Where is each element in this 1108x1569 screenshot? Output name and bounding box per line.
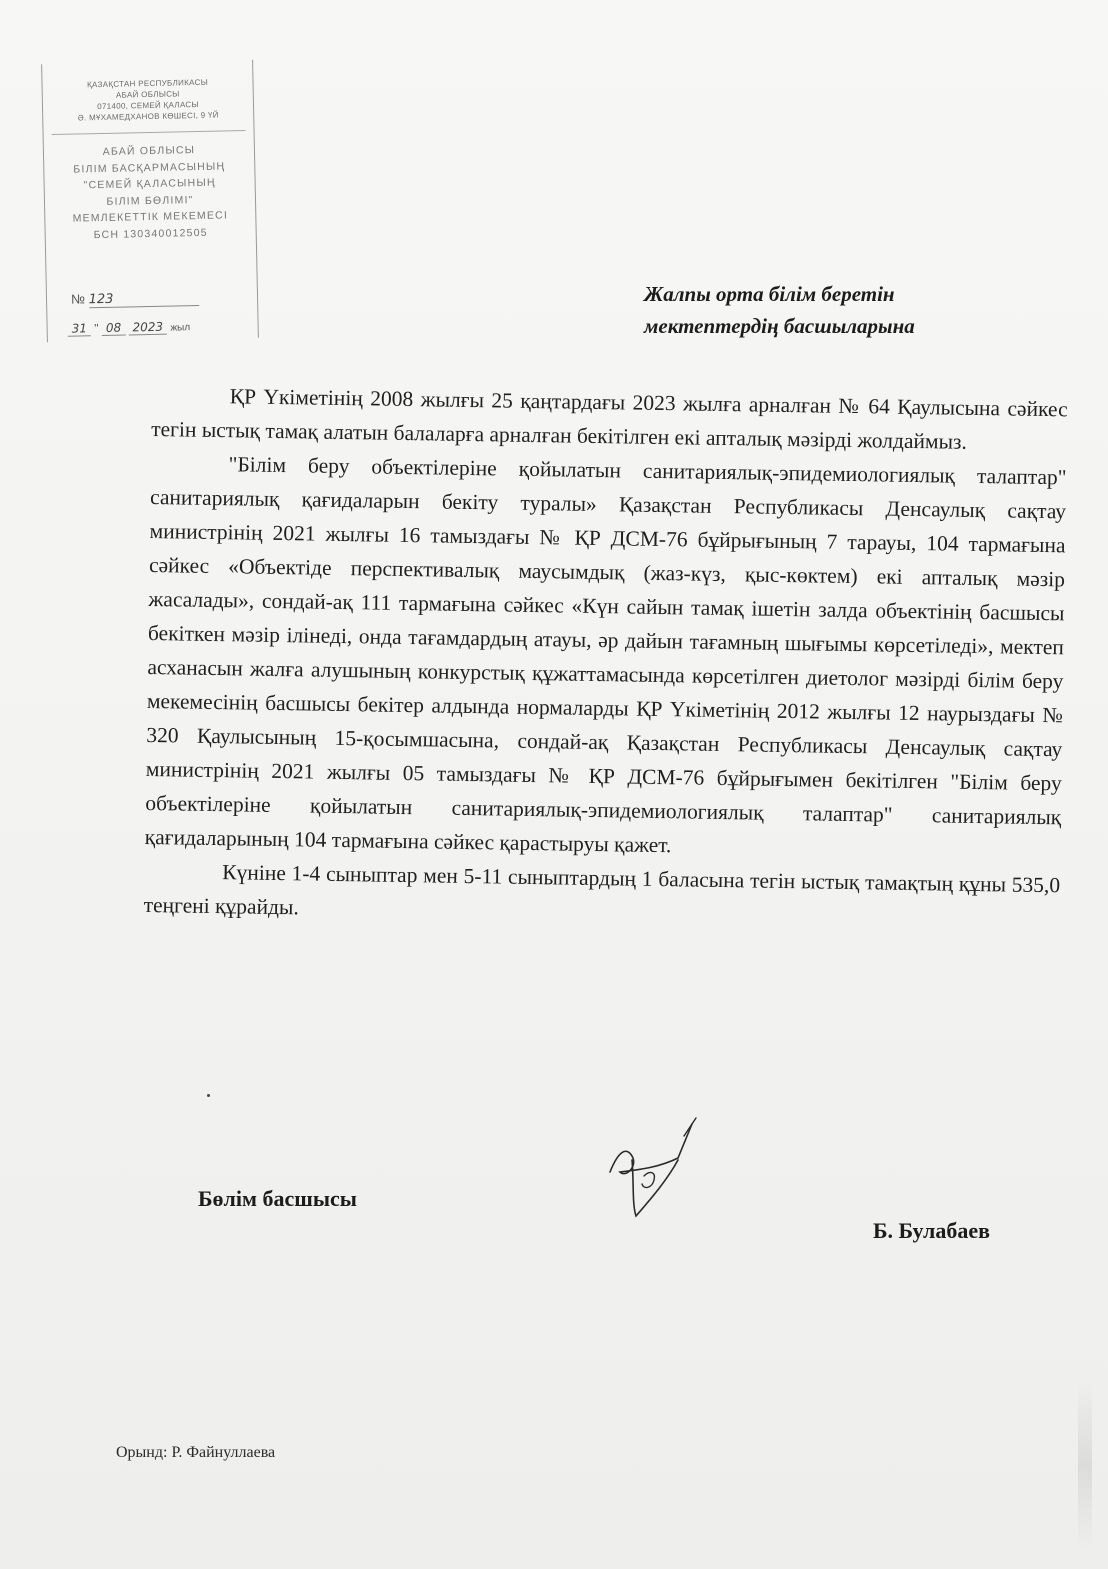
paragraph-2: "Білім беру объектілеріне қойылатын санитариялық-эпидемиологиялық талаптар" санитариялық қағидаларын бекіту туралы» Қазақстан Республикасы Денсаулық сақтау министрінің 2021 жылғы 16 тамыздағы № ҚР ДСМ-76 бұйрығының 7 тарауы, 104 тармағына сәйкес «Объектіде перспективалық маусымдық (жаз-күз, қыс-көктем) екі апталық мәзір жасалады», сондай-ақ 111 тармағына сәйкес «Күн сайын тамақ ішетін залда объектінің басшысы бекіткен мәзір ілінеді, онда тағамдардың атауы, әр дайын тағамның шығымы көрсетіледі», мектеп асханасын жалға алушының конкурстық құжаттамасында көрсетілген диетолог мәзірді білім беру мекемесінің басшысы бекітер алдында нормаларды ҚР Үкіметінің 2012 жылғы 12 наурыздағы № 320 Қаулысының 15-қосымшасына, сондай-ақ Қазақстан Республикасы Денсаулық сақтау министрінің 2021 жылғы 05 тамыздағы № ҚР ДСМ-76 бұйрығымен бекітілген "Білім беру объектілеріне қойылатын санитариялық-эпидемиологиялық талаптар" санитариялық қағидаларының 104 тармағына сәйкес қарастыруы қажет. [144, 452, 1067, 858]
number-sign: № [70, 291, 86, 307]
handwritten-reg-number: 123 [88, 290, 198, 308]
stamp-header-line: Ә. МҰХАМЕДХАНОВ КӨШЕСІ, 9 ҮЙ [77, 110, 219, 123]
stamp-body-line: "СЕМЕЙ ҚАЛАСЫНЫҢ [83, 176, 216, 192]
stamp-body-line: БІЛІМ БӨЛІМІ" [106, 193, 194, 208]
stamp-divider [52, 130, 246, 135]
addressee-block [644, 278, 915, 342]
stamp-date: 31 " 08 2023 жыл [68, 319, 191, 336]
stamp-header-line: АБАЙ ОБЛЫСЫ [115, 89, 180, 100]
handwritten-month: 08 [102, 321, 126, 336]
ink-dot [207, 1094, 210, 1097]
registration-stamp [41, 60, 259, 342]
addressee-line-1: Жалпы орта білім беретін [644, 282, 895, 306]
stamp-header [42, 76, 253, 124]
scan-edge-artifact [1078, 1380, 1092, 1550]
stamp-body-line: МЕМЛЕКЕТТІК МЕКЕМЕСІ [72, 209, 229, 225]
handwritten-year: 2023 [128, 320, 167, 336]
signatory-name: Б. Булабаев [873, 1218, 990, 1243]
handwritten-day: 31 [68, 321, 92, 336]
letter-body [143, 378, 1067, 936]
year-suffix: жыл [170, 322, 191, 334]
signatory-title: Бөлім басшысы [198, 1186, 357, 1211]
stamp-body-line: АБАЙ ОБЛЫСЫ [102, 144, 196, 158]
paragraph-1: ҚР Үкіметінің 2008 жылғы 25 қаңтардағы 2023 жылға арналған № 64 Қаулысына сәйкес тегін ыстық тамақ алатын балаларға арналған бекітілген екі апталық мәзірді жолдаймыз. [151, 384, 1068, 454]
stamp-registration-number [71, 289, 199, 309]
handwritten-signature-icon [596, 1112, 716, 1232]
stamp-header-line: 071400, СЕМЕЙ ҚАЛАСЫ [97, 99, 199, 112]
stamp-header-line: ҚАЗАҚСТАН РЕСПУБЛИКАСЫ [86, 77, 209, 90]
paragraph-3: Күніне 1-4 сыныптар мен 5-11 сыныптардың 1 баласына тегін ыстық тамақтың құны 535,0 теңгені құрайды. [143, 860, 1061, 920]
stamp-body-line: БІЛІМ БАСҚАРМАСЫНЫҢ [73, 159, 226, 176]
stamp-body-line: БСН 130340012505 [93, 226, 208, 241]
addressee-line-2: мектептердің басшыларына [644, 314, 915, 338]
executor-line: Орынд: Р. Файнуллаева [116, 1444, 276, 1461]
stamp-body [44, 141, 256, 244]
